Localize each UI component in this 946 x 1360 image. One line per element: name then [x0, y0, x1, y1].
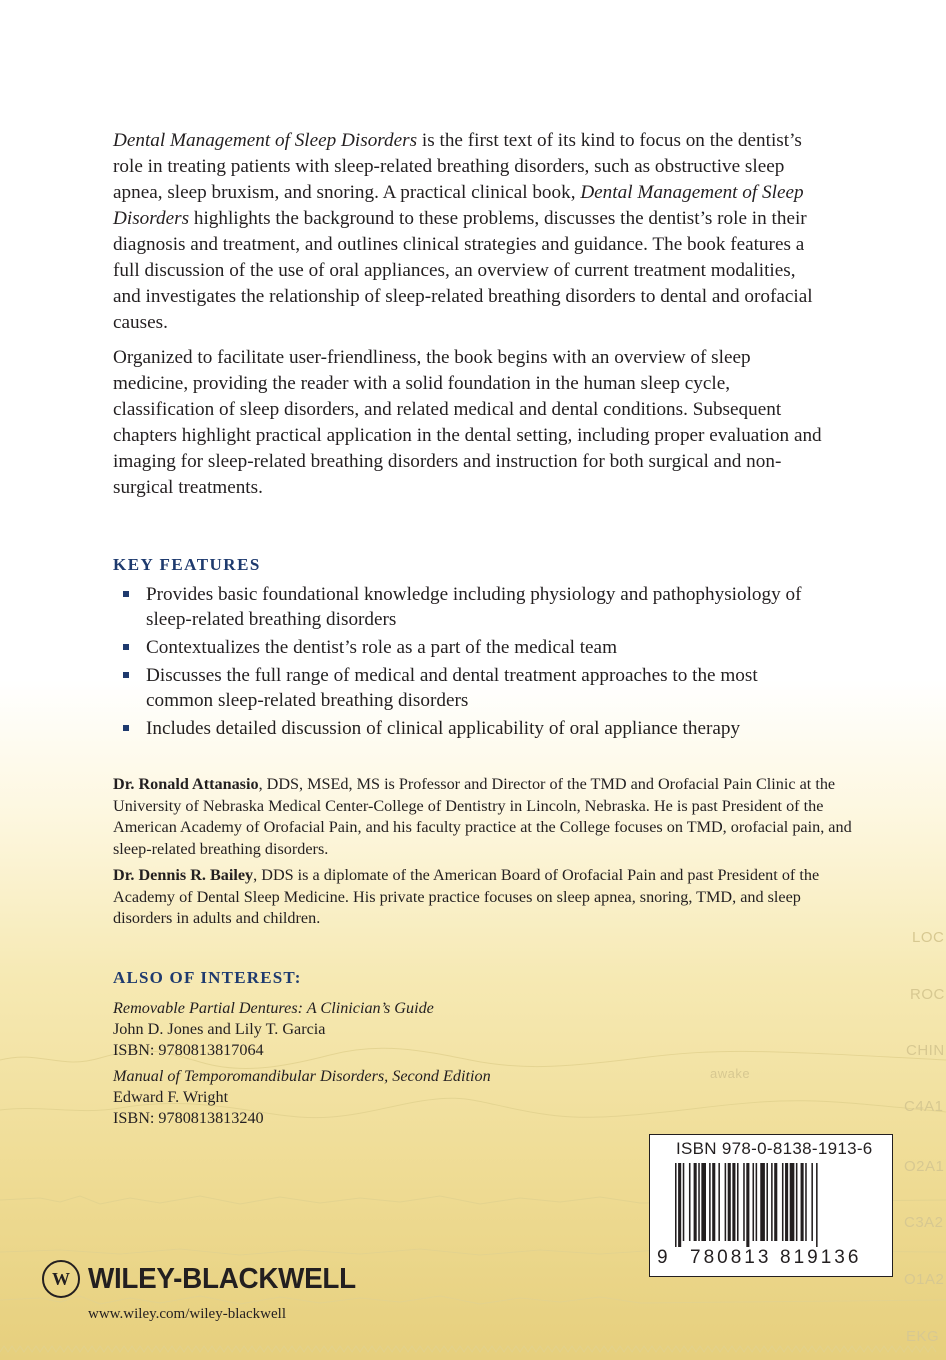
- barcode-bar: [790, 1163, 795, 1241]
- barcode-bar: [709, 1163, 711, 1241]
- barcode-bar: [732, 1163, 735, 1241]
- author-bio: [113, 774, 853, 860]
- barcode-bar: [811, 1163, 813, 1241]
- trace-label-chin: CHIN: [906, 1042, 945, 1059]
- description-paragraph-1: [113, 128, 823, 336]
- barcode-bar: [678, 1163, 681, 1247]
- publisher-url[interactable]: www.wiley.com/wiley-blackwell: [88, 1306, 286, 1322]
- bullet-icon: [123, 725, 129, 731]
- barcode-digit-first: 9: [657, 1247, 668, 1268]
- barcode-bar: [801, 1163, 804, 1241]
- barcode-bar: [712, 1163, 715, 1241]
- barcode-bar: [725, 1163, 727, 1241]
- barcode-bar: [675, 1163, 677, 1247]
- feature-text: Contextualizes the dentist’s role as a part of the medical team: [146, 637, 618, 658]
- publisher-name: WILEY-BLACKWELL: [88, 1262, 356, 1295]
- related-book-title: Removable Partial Dentures: A Clinician’s Guide: [113, 999, 434, 1017]
- feature-text: Discusses the full range of medical and dental treatment approaches to the most common sleep-related breathing disorders: [146, 665, 758, 711]
- publisher-logo: [42, 1260, 367, 1298]
- author-bio-text: , DDS is a diplomate of the American Board of Orofacial Pain and past President of the Academy of Dental Sleep Medicine. His private practice focuses on sleep apnea, snoring, TMD, and sleep disorders in adults and children.: [113, 866, 820, 927]
- author-bio: [113, 865, 853, 930]
- isbn-label: ISBN 978-0-8138-1913-6: [676, 1139, 873, 1158]
- related-book-authors: John D. Jones and Lily T. Garcia: [113, 1020, 326, 1038]
- barcode-bar: [689, 1163, 691, 1241]
- barcode-bar: [816, 1163, 818, 1247]
- feature-text: Provides basic foundational knowledge including physiology and pathophysiology of sleep-related breathing disorders: [146, 584, 802, 630]
- barcode-bar: [698, 1163, 700, 1241]
- barcode-bar: [766, 1163, 768, 1241]
- description-text: highlights the background to these problems, discusses the dentist’s role in their diagnosis and treatment, and outlines clinical strategies and guidance. The book features a full discussion of the use of oral appliances, an overview of current treatment modalities, and investigates the relationship of sleep-related breathing disorders to dental and orofacial causes.: [113, 208, 813, 333]
- bullet-icon: [123, 591, 129, 597]
- related-book-title: Manual of Temporomandibular Disorders, Second Edition: [113, 1067, 491, 1085]
- bullet-icon: [123, 672, 129, 678]
- trace-label-c3a2: C3A2: [904, 1214, 944, 1231]
- barcode-bar: [771, 1163, 773, 1241]
- bullet-icon: [123, 644, 129, 650]
- trace-label-c4a1: C4A1: [904, 1098, 944, 1115]
- barcode-bar: [746, 1163, 749, 1247]
- related-book-isbn: ISBN: 9780813817064: [113, 1041, 264, 1059]
- key-features-list: [113, 582, 813, 744]
- barcode-bar: [760, 1163, 765, 1241]
- list-item: [113, 716, 813, 741]
- related-book-isbn: ISBN: 9780813813240: [113, 1109, 264, 1127]
- barcode-bar: [737, 1163, 739, 1241]
- also-of-interest-list: [113, 998, 633, 1134]
- related-book-authors: Edward F. Wright: [113, 1088, 229, 1106]
- book-description: [113, 128, 823, 510]
- description-paragraph-2: Organized to facilitate user-friendliness, the book begins with an overview of sleep medicine, providing the reader with a solid foundation in the human sleep cycle, classification of sleep disorders, and related medical and dental conditions. Subsequent chapters highlight practical application in the dental setting, including proper evaluation and imaging for sleep-related breathing disorders and instruction for both surgical and non-surgical treatments.: [113, 347, 822, 498]
- related-book: [113, 998, 633, 1061]
- barcode-bar: [785, 1163, 788, 1241]
- barcode-bar: [782, 1163, 784, 1241]
- trace-label-loc: LOC: [912, 929, 945, 946]
- barcode-bar: [796, 1163, 798, 1241]
- barcode-bar: [743, 1163, 745, 1241]
- description-text: is the first text of its kind to focus on the dentist’s role in treating patients with sleep-related breathing disorders, such as obstructive sleep apnea, sleep bruxism, and snoring. A practical clinical book,: [113, 130, 802, 203]
- barcode: [673, 1163, 873, 1247]
- wiley-seal-icon: W: [42, 1260, 80, 1298]
- trace-label-o1a2: O1A2: [904, 1271, 945, 1288]
- author-bios: [113, 774, 853, 935]
- barcode-bar: [774, 1163, 777, 1241]
- barcode-bar: [805, 1163, 807, 1241]
- trace-label-o2a1: O2A1: [904, 1158, 945, 1175]
- trace-label-roc: ROC: [910, 986, 945, 1003]
- barcode-bar: [683, 1163, 685, 1241]
- barcode-bar: [756, 1163, 758, 1241]
- trace-label-awake: awake: [710, 1066, 751, 1081]
- barcode-bar: [701, 1163, 706, 1241]
- list-item: [113, 663, 813, 713]
- barcode-digits-right: 819136: [780, 1247, 862, 1268]
- feature-text: Includes detailed discussion of clinical applicability of oral appliance therapy: [146, 718, 741, 739]
- author-name: Dr. Ronald Attanasio: [113, 775, 259, 793]
- author-bio-text: , DDS, MSEd, MS is Professor and Director of the TMD and Orofacial Pain Clinic at the University of Nebraska Medical Center-College of Dentistry in Lincoln, Nebraska. He is past President of the American Academy of Orofacial Pain, and his faculty practice at the College focuses on TMD, orofacial pain, and sleep-related breathing disorders.: [113, 775, 852, 858]
- book-title-italic: Dental Management of Sleep Disorders: [113, 182, 804, 229]
- trace-label-ekg: EKG: [906, 1328, 940, 1345]
- barcode-bar: [753, 1163, 755, 1241]
- book-title-italic: Dental Management of Sleep Disorders: [113, 130, 418, 151]
- author-name: Dr. Dennis R. Bailey: [113, 866, 254, 884]
- barcode-bar: [718, 1163, 720, 1241]
- related-book: [113, 1066, 633, 1129]
- list-item: [113, 582, 813, 632]
- barcode-digits-left: 780813: [690, 1247, 772, 1268]
- key-features-heading: KEY FEATURES: [113, 555, 261, 574]
- barcode-bar: [728, 1163, 731, 1241]
- also-of-interest-heading: ALSO OF INTEREST:: [113, 968, 302, 987]
- barcode-bar: [694, 1163, 697, 1241]
- list-item: [113, 635, 813, 660]
